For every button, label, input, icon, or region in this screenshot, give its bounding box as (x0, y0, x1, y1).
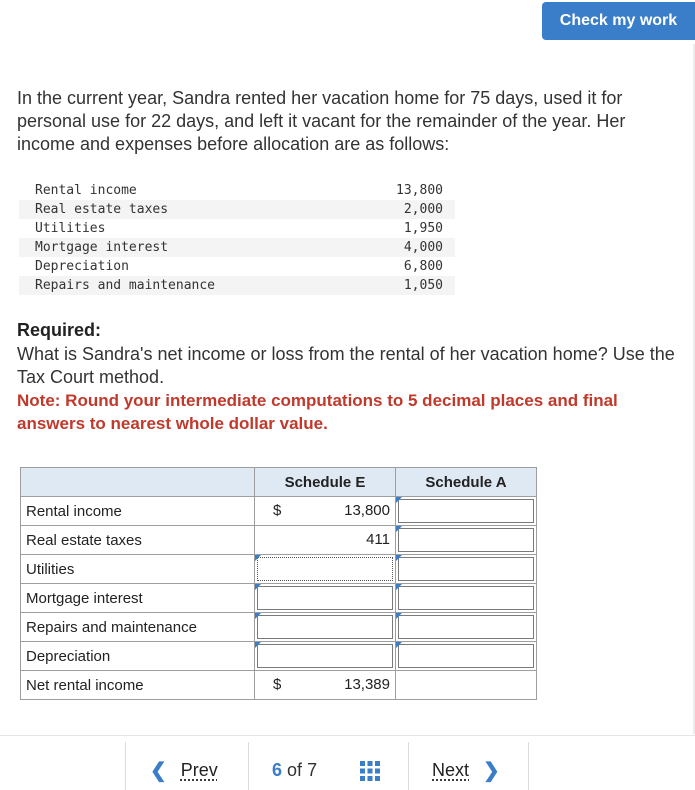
footer-separator (528, 742, 529, 790)
schedule-e-cell (255, 613, 396, 642)
prev-label: Prev (180, 760, 218, 780)
row-label: Depreciation (21, 642, 255, 671)
amount-value: 411 (366, 531, 390, 548)
input-marker-icon (396, 642, 402, 648)
problem-intro: In the current year, Sandra rented her vacation home for 75 days, used it for personal use for 22 days, and left it vacant for the remainder of the year. Her income and expenses before allocation are as follows: (17, 88, 626, 154)
input-marker-icon (396, 555, 402, 561)
schedule-a-input[interactable] (398, 499, 534, 523)
row-label: Real estate taxes (21, 526, 255, 555)
dollar-sign: $ (273, 676, 282, 693)
schedule-e-input[interactable] (257, 557, 393, 581)
table-row (21, 497, 537, 526)
data-row (19, 200, 455, 219)
schedule-a-input[interactable] (398, 644, 534, 668)
data-row (19, 238, 455, 257)
header-blank (21, 468, 255, 497)
data-label: Repairs and maintenance (19, 276, 339, 295)
data-value: 4,000 (339, 238, 455, 257)
data-value: 1,050 (339, 276, 455, 295)
schedule-e-input[interactable] (257, 615, 393, 639)
input-marker-icon (255, 584, 261, 590)
row-label: Net rental income (21, 671, 255, 700)
data-row (19, 181, 455, 200)
prev-button[interactable] (150, 758, 218, 783)
grid-icon[interactable] (360, 761, 380, 781)
schedule-a-input[interactable] (398, 615, 534, 639)
schedule-a-cell (396, 584, 537, 613)
table-row (21, 555, 537, 584)
row-label: Utilities (21, 555, 255, 584)
chevron-left-icon: ❮ (150, 760, 167, 782)
data-label: Utilities (35, 221, 106, 236)
total-pages: 7 (307, 760, 318, 780)
answer-table (20, 467, 537, 700)
input-marker-icon (255, 613, 261, 619)
schedule-a-input[interactable] (398, 586, 534, 610)
schedule-a-input[interactable] (398, 557, 534, 581)
input-marker-icon (396, 497, 402, 503)
schedule-e-input[interactable] (257, 644, 393, 668)
table-row (21, 642, 537, 671)
table-row (21, 613, 537, 642)
data-row (19, 276, 455, 295)
amount-value: 13,389 (344, 676, 390, 693)
check-my-work-button[interactable]: Check my work (542, 2, 695, 40)
page-of: of (287, 760, 303, 780)
data-label: Mortgage interest (19, 238, 339, 257)
data-label: Real estate taxes (19, 200, 339, 219)
data-label: Rental income (35, 183, 137, 198)
data-label: Depreciation (35, 259, 129, 274)
schedule-e-cell (255, 584, 396, 613)
data-value: 1,950 (403, 221, 443, 236)
data-value: 2,000 (339, 200, 455, 219)
data-row (19, 219, 455, 238)
next-button[interactable] (432, 758, 500, 783)
schedule-a-cell (396, 613, 537, 642)
schedule-e-cell (255, 555, 396, 584)
schedule-e-cell (255, 642, 396, 671)
schedule-e-cell (255, 497, 396, 526)
schedule-a-cell (396, 555, 537, 584)
income-expense-table (19, 181, 455, 295)
input-marker-icon (396, 584, 402, 590)
amount-value: 13,800 (344, 502, 390, 519)
header-schedule-a: Schedule A (396, 468, 537, 497)
table-row (21, 671, 537, 700)
footer-separator (408, 742, 409, 790)
page-indicator[interactable] (272, 760, 317, 781)
chevron-right-icon: ❯ (483, 760, 500, 782)
schedule-a-cell (396, 671, 537, 700)
schedule-a-cell (396, 642, 537, 671)
row-label: Repairs and maintenance (21, 613, 255, 642)
input-marker-icon (396, 526, 402, 532)
data-value: 6,800 (403, 259, 443, 274)
schedule-e-cell (255, 671, 396, 700)
schedule-e-input[interactable] (257, 586, 393, 610)
data-row (19, 257, 455, 276)
footer-separator (248, 742, 249, 790)
schedule-a-input[interactable] (398, 528, 534, 552)
input-marker-icon (255, 642, 261, 648)
required-label: Required: (17, 320, 102, 340)
row-label: Mortgage interest (21, 584, 255, 613)
header-schedule-e: Schedule E (255, 468, 396, 497)
data-value: 13,800 (396, 183, 443, 198)
footer-divider (0, 735, 695, 736)
input-marker-icon (396, 613, 402, 619)
schedule-a-cell (396, 497, 537, 526)
rounding-note: Note: Round your intermediate computations to 5 decimal places and final answers to nearest whole dollar value. (17, 391, 618, 433)
schedule-a-cell (396, 526, 537, 555)
question-text: What is Sandra's net income or loss from the rental of her vacation home? Use the Tax Court method. (17, 344, 675, 387)
table-row (21, 526, 537, 555)
dollar-sign: $ (273, 502, 282, 519)
schedule-e-cell (255, 526, 396, 555)
footer-separator (125, 742, 126, 790)
current-page: 6 (272, 760, 283, 780)
next-label: Next (432, 760, 470, 780)
table-row (21, 584, 537, 613)
input-marker-icon (255, 555, 261, 561)
row-label: Rental income (21, 497, 255, 526)
